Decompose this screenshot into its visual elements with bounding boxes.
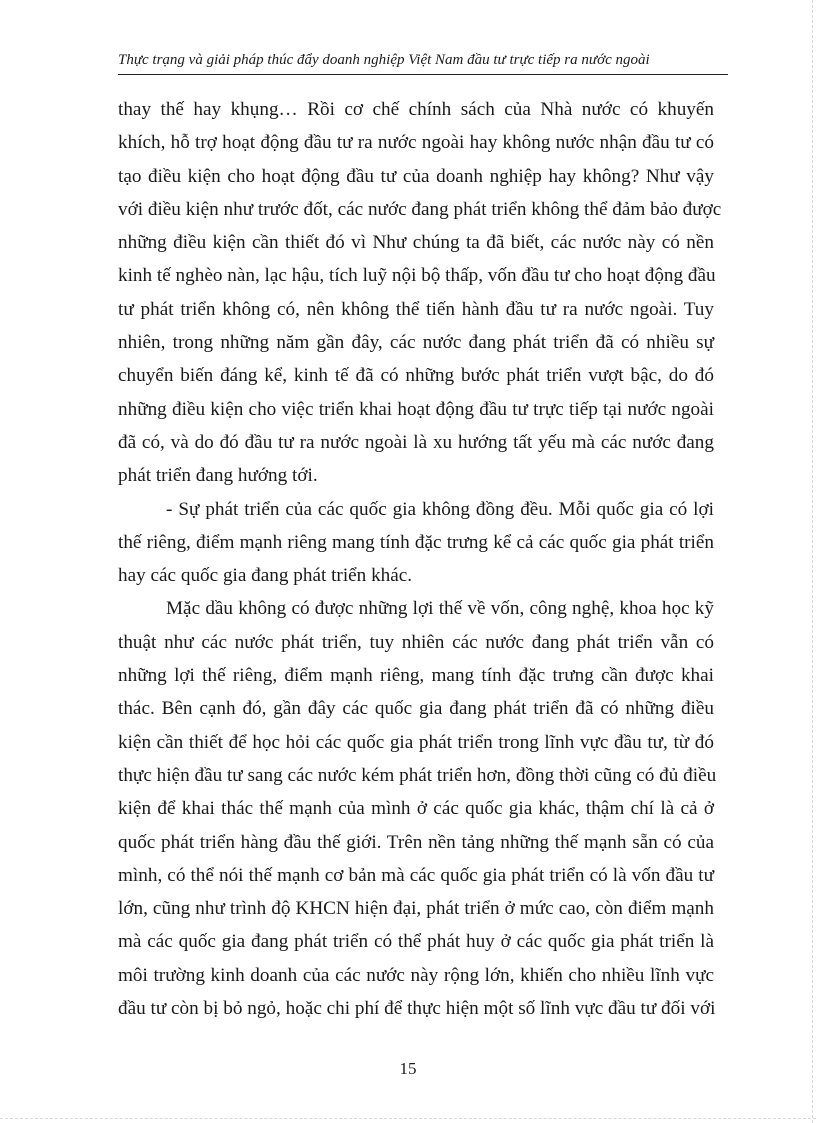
- text-line: mà các quốc gia đang phát triển có thể phát huy ở các quốc gia phát triển là: [118, 931, 714, 953]
- text-line: những điều kiện cần thiết đó vì Như chúng ta đã biết, các nước này có nền: [118, 232, 714, 254]
- text-line: chuyển biến đáng kể, kinh tế đã có những bước phát triển vượt bậc, do đó: [118, 365, 714, 387]
- text-line: mình, có thể nói thế mạnh cơ bản mà các quốc gia phát triển có là vốn đầu tư: [118, 864, 714, 886]
- text-line: thuật như các nước phát triển, tuy nhiên các nước đang phát triển vẫn có: [118, 631, 714, 653]
- text-line: những điều kiện cho việc triển khai hoạt động đầu tư trực tiếp tại nước ngoài: [118, 398, 714, 420]
- running-header: Thực trạng và giải pháp thúc đẩy doanh nghiệp Việt Nam đầu tư trực tiếp ra nước ngoài: [118, 50, 728, 75]
- text-line: tư phát triển không có, nên không thể tiến hành đầu tư ra nước ngoài. Tuy: [118, 298, 714, 320]
- text-line: phát triển đang hướng tới.: [118, 465, 318, 487]
- page-number: 15: [399, 1059, 417, 1078]
- text-line: tạo điều kiện cho hoạt động đầu tư của doanh nghiệp hay không? Như vậy: [118, 165, 714, 187]
- text-line: đã có, và do đó đầu tư ra nước ngoài là xu hướng tất yếu mà các nước đang: [118, 431, 714, 453]
- body-text: [118, 93, 722, 1025]
- text-line: thác. Bên cạnh đó, gần đây các quốc gia đang phát triển đã có những điều: [118, 698, 714, 720]
- text-line: khích, hỗ trợ hoạt động đầu tư ra nước ngoài hay không nước nhận đầu tư có: [118, 132, 714, 154]
- text-line: kinh tế nghèo nàn, lạc hậu, tích luỹ nội bộ thấp, vốn đầu tư cho hoạt động đầu: [118, 265, 716, 287]
- text-line: lớn, cũng như trình độ KHCN hiện đại, phát triển ở mức cao, còn điểm mạnh: [118, 898, 714, 920]
- text-line: đầu tư còn bị bỏ ngỏ, hoặc chi phí để thực hiện một số lĩnh vực đầu tư đối với: [118, 998, 716, 1020]
- text-line: những lợi thế riêng, điểm mạnh riêng, mang tính đặc trưng cần được khai: [118, 665, 714, 687]
- text-line: kiện để khai thác thế mạnh của mình ở các quốc gia khác, thậm chí là cả ở: [118, 798, 714, 820]
- text-line: thay thế hay khụng… Rồi cơ chế chính sách của Nhà nước có khuyến: [118, 99, 714, 120]
- page-edge-vertical-divider: [812, 0, 813, 1123]
- text-line: quốc phát triển hàng đầu thế giới. Trên nền tảng những thế mạnh sẵn có của: [118, 831, 714, 853]
- text-line: nhiên, trong những năm gần đây, các nước đang phát triển đã có nhiều sự: [118, 332, 714, 354]
- text-line: - Sự phát triển của các quốc gia không đồng đều. Mỗi quốc gia có lợi: [166, 498, 714, 520]
- text-line: kiện cần thiết để học hỏi các quốc gia phát triển trong lĩnh vực đầu tư, từ đó: [118, 731, 714, 753]
- text-line: thực hiện đầu tư sang các nước kém phát triển hơn, đồng thời cũng có đủ điều: [118, 764, 717, 786]
- text-line: thế riêng, điểm mạnh riêng mang tính đặc trưng kể cả các quốc gia phát triển: [118, 531, 714, 553]
- text-line: Mặc dầu không có được những lợi thế về vốn, công nghệ, khoa học kỹ: [166, 598, 714, 620]
- text-line: môi trường kinh doanh của các nước này rộng lớn, khiến cho nhiều lĩnh vực: [118, 964, 714, 986]
- page-edge-horizontal-divider: [0, 1118, 816, 1119]
- text-line: hay các quốc gia đang phát triển khác.: [118, 565, 413, 587]
- text-line: với điều kiện như trước đốt, các nước đang phát triển không thể đảm bảo được: [118, 198, 722, 220]
